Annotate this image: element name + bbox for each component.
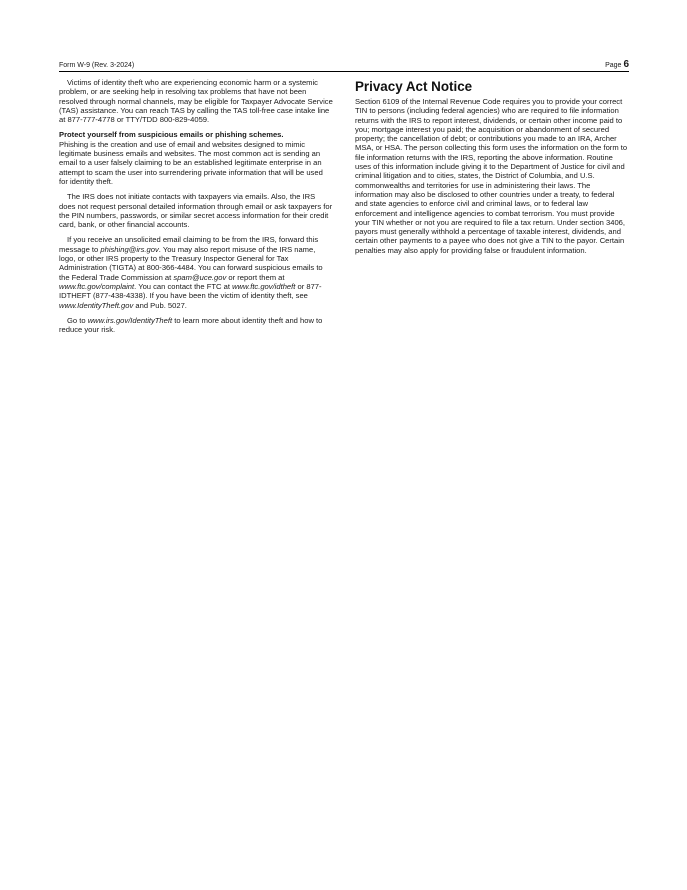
report-text-a: If you receive an unsolicited email claiming to be from the IRS, forward this message to (59, 235, 319, 254)
irs-identitytheft-link[interactable]: www.irs.gov/IdentityTheft (87, 315, 173, 325)
page-header (59, 58, 629, 72)
phishing-email-link[interactable]: phishing@irs.gov (100, 244, 159, 254)
learn-more-paragraph (59, 316, 333, 335)
learn-more-text-a: Go to (67, 315, 88, 325)
form-identifier: Form W-9 (Rev. 3-2024) (59, 62, 135, 69)
page-label: Page (605, 62, 622, 69)
identitytheft-gov-link[interactable]: www.IdentityTheft.gov (59, 300, 134, 310)
report-text-d: . You can contact the FTC at (134, 281, 233, 291)
page-number: 6 (623, 59, 629, 70)
report-text-e: or 877-IDTHEFT (877-438-4338). If you have been the victim of identity theft, see (59, 281, 322, 301)
irs-contact-paragraph: The IRS does not initiate contacts with taxpayers via emails. Also, the IRS does not request personal detailed information through email or ask taxpayers for the PIN numbers, passwords, or similar secret access information for their credit card, bank, or other financial accounts. (59, 192, 333, 230)
report-text-c: or report them at (226, 272, 285, 282)
phishing-body: Phishing is the creation and use of email and websites designed to mimic legitimate business emails and websites. The most common act is sending an email to a user falsely claiming to be an established legitimate enterprise in an attempt to scam the user into surrendering private information that will be used for identity theft. (59, 139, 323, 186)
ftc-idtheft-link[interactable]: www.ftc.gov/idtheft (232, 281, 296, 291)
report-paragraph (59, 235, 333, 309)
learn-more-text-b: to learn more about identity theft and how to reduce your risk. (59, 315, 323, 335)
left-column (59, 78, 333, 340)
right-column (355, 78, 629, 261)
ftc-complaint-link[interactable]: www.ftc.gov/complaint (59, 281, 135, 291)
privacy-act-body: Section 6109 of the Internal Revenue Code requires you to provide your correct TIN to persons (including federal agencies) who are required to file information returns with the IRS to report interest, dividends, or certain other income paid to you; mortgage interest you paid; the acquisition or abandonment of secured property; the cancellation of debt; or contributions you made to an IRA, Archer MSA, or HSA. The person collecting this form uses the information on the form to file information returns with the IRS, reporting the above information. Routine uses of this information include giving it to the Department of Justice for civil and criminal litigation and to cities, states, the District of Columbia, and U.S. commonwealths and territories for use in administering their laws. The information may also be disclosed to other countries under a treaty, to federal and state agencies to enforce civil and criminal laws, or to federal law enforcement and intelligence agencies to combat terrorism. You must provide your TIN whether or not you are required to file a tax return. Under section 3406, payors must generally withhold a percentage of taxable interest, dividends, and certain other payments to a payee who does not give a TIN to the payor. Certain penalties may also apply for providing false or fraudulent information. (355, 97, 628, 255)
report-text-b: . You may also report misuse of the IRS name, logo, or other IRS property to the Treasury Inspector General for Tax Administration (TIGTA) at 800-366-4484. You can forward suspicious emails to the Federal Trade Commission at (59, 244, 323, 282)
report-text-f: and Pub. 5027. (133, 300, 187, 310)
spam-email-link[interactable]: spam@uce.gov (173, 272, 227, 282)
tas-paragraph: Victims of identity theft who are experiencing economic harm or a systemic problem, or are seeking help in resolving tax problems that have not been resolved through normal channels, may be eligible for Taxpayer Advocate Service (TAS) assistance. You can reach TAS by calling the TAS toll-free case intake line at 877-777-4778 or TTY/TDD 800-829-4059. (59, 78, 333, 125)
phishing-paragraph (59, 130, 333, 186)
page-number-label (605, 59, 629, 70)
privacy-act-heading: Privacy Act Notice (355, 79, 473, 94)
phishing-heading: Protect yourself from suspicious emails or phishing schemes. (59, 130, 284, 140)
